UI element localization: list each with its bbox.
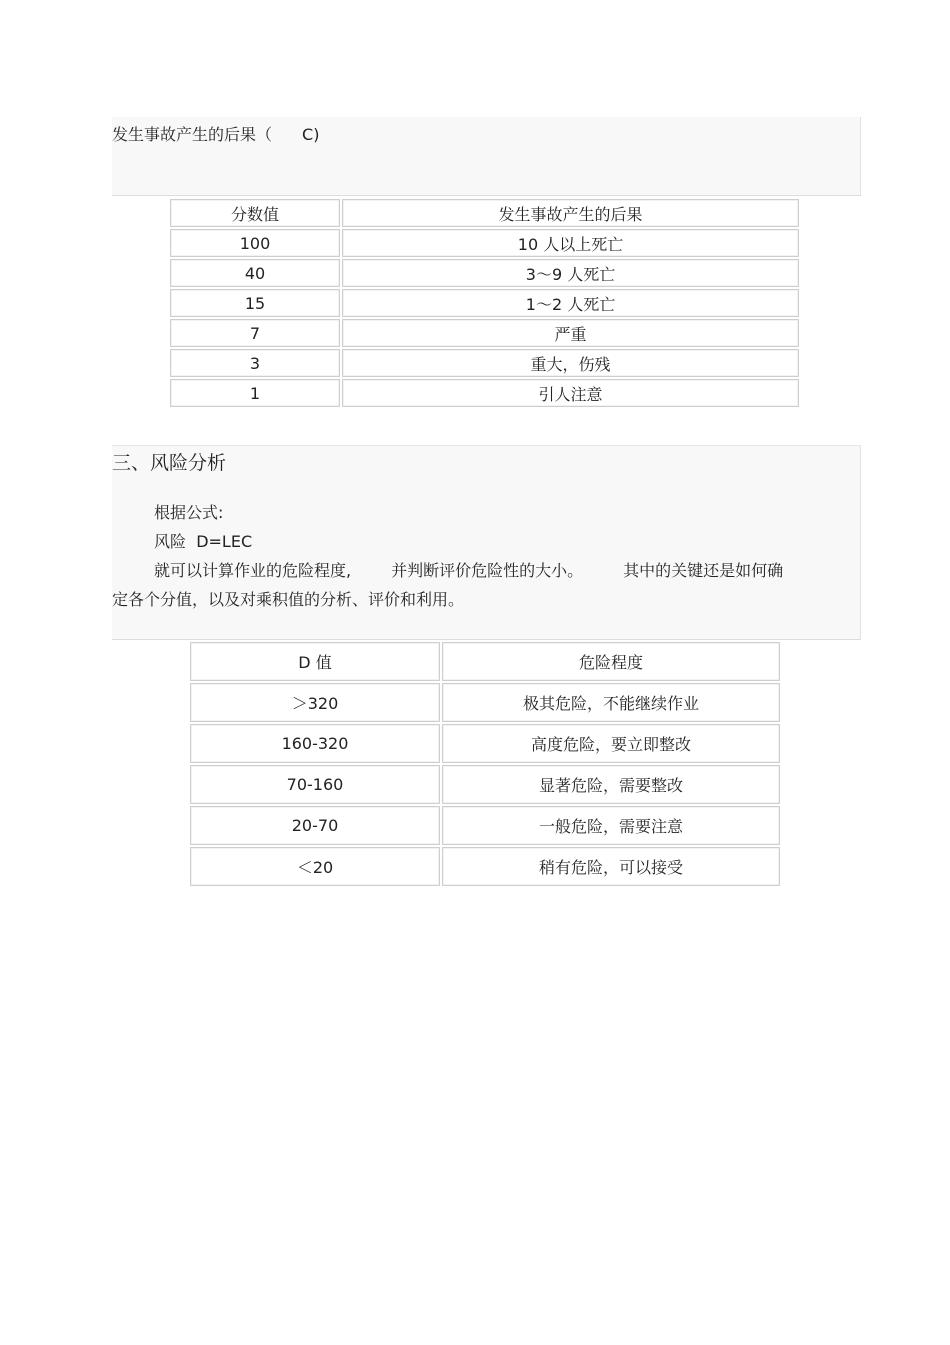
consequence-answer: C) [302,125,320,144]
score-cell: 3 [170,349,340,377]
score-cell: 40 [170,259,340,287]
section-title: 三、风险分析 [112,452,227,474]
d-value-cell: ＞320 [190,683,440,722]
score-cell: 7 [170,319,340,347]
table-row [190,724,780,763]
consequence-cell: 严重 [342,319,799,347]
table-row [170,229,799,257]
table-row [170,319,799,347]
table-header-row [190,642,780,681]
consequence-cell: 引人注意 [342,379,799,407]
risk-analysis-panel [112,445,861,640]
consequence-heading [112,122,319,145]
d-value-cell: 160-320 [190,724,440,763]
score-cell: 15 [170,289,340,317]
table-row [170,349,799,377]
consequence-cell: 1～2 人死亡 [342,289,799,317]
risk-level-cell: 显著危险，需要整改 [442,765,780,804]
description-part-2: 并判断评价危险性的大小。 [391,561,584,580]
table-row [190,765,780,804]
consequence-cell: 10 人以上死亡 [342,229,799,257]
table-header-row [170,199,799,227]
d-value-cell: ＜20 [190,847,440,886]
d-value-cell: 70-160 [190,765,440,804]
header-risk-level: 危险程度 [442,642,780,681]
risk-level-cell: 稍有危险，可以接受 [442,847,780,886]
consequence-table [168,197,801,409]
consequence-cell: 重大，伤残 [342,349,799,377]
d-value-cell: 20-70 [190,806,440,845]
formula-line [112,527,884,556]
formula-name: 风险 [154,532,187,551]
risk-level-cell: 高度危险，要立即整改 [442,724,780,763]
formula-expression: D=LEC [196,532,253,551]
table-row [190,806,780,845]
risk-level-table [188,640,782,888]
table-row [190,847,780,886]
description-line-1 [112,556,884,585]
header-score: 分数值 [170,199,340,227]
description-part-1: 就可以计算作业的危险程度, [154,561,352,580]
table-row [170,289,799,317]
risk-level-cell: 一般危险，需要注意 [442,806,780,845]
header-consequence: 发生事故产生的后果 [342,199,799,227]
header-d-value: D 值 [190,642,440,681]
table-row [170,259,799,287]
consequence-heading-text: 发生事故产生的后果（ [112,125,273,144]
consequence-cell: 3～9 人死亡 [342,259,799,287]
consequence-panel [112,117,861,196]
table-row [190,683,780,722]
formula-label: 根据公式: [154,503,224,522]
score-cell: 1 [170,379,340,407]
score-cell: 100 [170,229,340,257]
description-line-2: 定各个分值，以及对乘积值的分析、评价和利用。 [112,590,465,609]
table-row [170,379,799,407]
risk-level-cell: 极其危险，不能继续作业 [442,683,780,722]
description-part-3: 其中的关键还是如何确 [623,561,784,580]
